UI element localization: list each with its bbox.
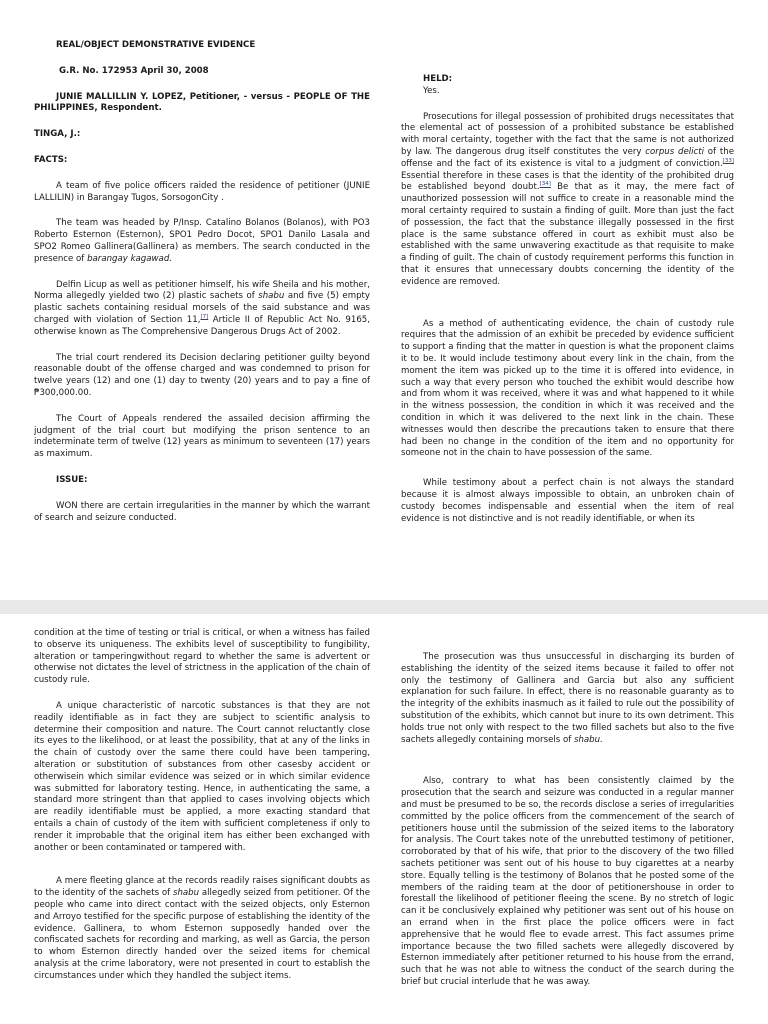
facts-heading: FACTS: <box>34 154 68 165</box>
footnote-link[interactable]: [7] <box>200 314 209 321</box>
facts-paragraph-5: The Court of Appeals rendered the assailed decision affirming the judgment of the trial court but modifying the prison sentence to an indeterminate term of twelve (12) years as minimum to seventeen (17) years as maximum. <box>34 413 370 460</box>
issue-text: WON there are certain irregularities in the manner by which the warrant of search and seizure conducted. <box>34 500 370 523</box>
page2-paragraph-2: A unique characteristic of narcotic substances is that they are not readily identifiable as in fact they are subject to scientific analysis to determine their composition and nature. The Court cannot reluctantly close its eyes to the likelihood, or at least the possibility, that at any of the links in the chain of custody over the same there could have been tampering, alteration or substitution of substances from other casesby accident or otherwisein which similar evidence was seized or in which similar evidence was submitted for laboratory testing. Hence, in authenticating the same, a standard more stringent than that applied to cases involving objects which are readily identifiable must be applied, a more exacting standard that entails a chain of custody of the item with sufficient completeness if only to render it improbable that the original item has either been exchanged with another or been contaminated or tampered with. <box>34 700 370 853</box>
document-title: REAL/OBJECT DEMONSTRATIVE EVIDENCE <box>56 40 256 50</box>
facts-paragraph-1: A team of five police officers raided the residence of petitioner (JUNIE LALLILIN) in Barangay Tugos, SorsogonCity . <box>34 180 370 203</box>
case-parties: JUNIE MALLILLIN Y. LOPEZ, Petitioner, - versus - PEOPLE OF THE PHILIPPINES, Respondent. <box>34 91 370 114</box>
page2-right-column <box>401 614 734 989</box>
page1-left-column <box>34 0 370 524</box>
page2-paragraph-3: A mere fleeting glance at the records readily raises significant doubts as to the identity of the sachets of shabu allegedly seized from petitioner. Of the people who came into direct contact with the seized objects, only Esternon and Arroyo testified for the specific purpose of establishing the identity of the evidence. Gallinera, to whom Esternon supposedly handed over the confiscated sachets for recording and marking, as well as Garcia, the person to whom Esternon directly handed over the seized items for chemical analysis at the crime laboratory, were not presented in court to establish the circumstances under which they handled the subject items. <box>34 876 370 981</box>
footnote-link[interactable]: [34] <box>539 181 551 188</box>
ponente: TINGA, J.: <box>34 129 81 140</box>
page2-paragraph-1: condition at the time of testing or trial is critical, or when a witness has failed to observe its uniqueness. The exhibits level of susceptibility to fungibility, alteration or tamperingwithout regard to whether the same is advertent or otherwise not dictates the level of strictness in the application of the chain of custody rule. <box>34 628 370 686</box>
held-paragraph-2: As a method of authenticating evidence, the chain of custody rule requires that the admission of an exhibit be preceded by evidence sufficient to support a finding that the matter in question is what the proponent claims it to be. It would include testimony about every link in the chain, from the moment the item was picked up to the time it is offered into evidence, in such a way that every person who touched the exhibit would describe how and from whom it was received, where it was and what happened to it while in the witness possession, the condition in which it was received and the condition in which it was delivered to the next link in the chain. These witnesses would then describe the precautions taken to ensure that there had been no change in the condition of the item and no opportunity for someone not in the chain to have possession of the same. <box>401 318 734 459</box>
gr-number: G.R. No. 172953 April 30, 2008 <box>59 65 209 76</box>
document-page-2 <box>0 614 768 1024</box>
facts-paragraph-2: The team was headed by P/Insp. Catalino Bolanos (Bolanos), with PO3 Roberto Esternon (Esternon), SPO1 Pedro Docot, SPO1 Danilo Lasala and SPO2 Romeo Gallinera(Gallinera) as members. The search conducted in the presence of barangay kagawad. <box>34 218 370 264</box>
held-answer: Yes. <box>423 85 440 96</box>
held-paragraph-1: Prosecutions for illegal possession of prohibited drugs necessitates that the elemental act of possession of a prohibited substance be established with moral certainty, together with the fact that the same is not authorized by law. The dangerous drug itself constitutes the very corpus delicti of the offense and the fact of its existence is vital to a judgment of conviction.[33] Essential therefore in these cases is that the identity of the prohibited drug be established beyond doubt.[34] Be that as it may, the mere fact of unauthorized possession will not suffice to create in a reasonable mind the moral certainty required to sustain a finding of guilt. More than just the fact of possession, the fact that the substance illegally possessed in the first place is the same substance offered in court as exhibit must also be established with the same unwavering exactitude as that requisite to make a finding of guilt. The chain of custody requirement performs this function in that it ensures that unnecessary doubts concerning the identity of the evidence are removed. <box>401 111 734 287</box>
facts-paragraph-4: The trial court rendered its Decision declaring petitioner guilty beyond reasonable doubt of the offense charged and was condemned to prison for twelve years (12) and one (1) day to twenty (20) years and to pay a fine of ₱300,000.00. <box>34 352 370 398</box>
held-heading: HELD: <box>423 74 453 84</box>
footnote-link[interactable]: [33] <box>722 157 734 164</box>
held-paragraph-3: While testimony about a perfect chain is not always the standard because it is almost always impossible to obtain, an unbroken chain of custody becomes indispensable and essential when the item of real evidence is not distinctive and is not readily identifiable, or when its <box>401 478 734 524</box>
page1-right-column <box>401 0 734 525</box>
page2-paragraph-5: Also, contrary to what has been consistently claimed by the prosecution that the search and seizure was conducted in a regular manner and must be presumed to be so, the records disclose a series of irregularities committed by the police officers from the commencement of the search of petitioners house until the submission of the seized items to the laboratory for analysis. The Court takes note of the unrebutted testimony of petitioner, corroborated by that of his wife, that prior to the discovery of the two filled sachets petitioner was sent out of his house to buy cigarettes at a nearby store. Equally telling is the testimony of Bolanos that he posted some of the members of the raiding team at the door of petitionershouse in order to forestall the likelihood of petitioner fleeing the scene. By no stretch of logic can it be conclusively explained why petitioner was sent out of his house on an errand when in the first place the police officers were in fact apprehensive that he would flee to evade arrest. This fact assumes prime importance because the two filled sachets were allegedly discovered by Esternon immediately after petitioner returned to his house from the errand, such that he was not able to witness the conduct of the search during the brief but crucial interlude that he was away. <box>401 776 734 987</box>
page2-paragraph-4: The prosecution was thus unsuccessful in discharging its burden of establishing the identity of the seized items because it failed to offer not only the testimony of Gallinera and Garcia but also any sufficient explanation for such failure. In effect, there is no reasonable guaranty as to the integrity of the exhibits inasmuch as it failed to rule out the possibility of substitution of the exhibits, which cannot but inure to its own detriment. This holds true not only with respect to the two filled sachets but also to the five sachets allegedly containing morsels of shabu. <box>401 652 734 745</box>
issue-heading: ISSUE: <box>56 474 88 485</box>
facts-paragraph-3: Delfin Licup as well as petitioner himself, his wife Sheila and his mother, Norma allegedly yielded two (2) plastic sachets of shabu and five (5) empty plastic sachets containing residual morsels of the said substance and was charged with violation of Section 11,[7] Article II of Republic Act No. 9165, otherwise known as The Comprehensive Dangerous Drugs Act of 2002. <box>34 279 371 337</box>
page2-left-column <box>34 614 370 983</box>
